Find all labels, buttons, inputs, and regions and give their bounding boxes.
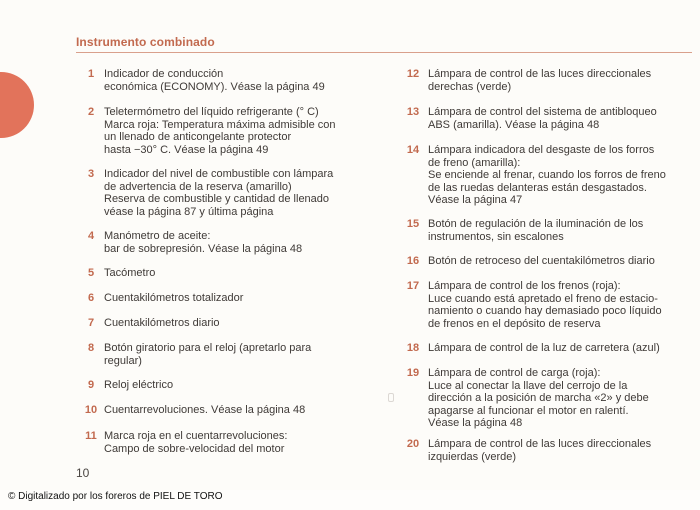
legend-item-text — [428, 255, 694, 268]
legend-item-text — [428, 438, 694, 463]
legend-item-line: bar de sobrepresión. Véase la página 48 — [104, 242, 303, 255]
legend-item-text — [104, 317, 378, 330]
legend-item-line: Teletermómetro del líquido refrigerante (° C) — [104, 106, 319, 118]
legend-item-4 — [78, 230, 378, 255]
legend-item-7 — [78, 317, 378, 330]
legend-item-17 — [398, 280, 694, 330]
legend-item-line: Luce al conectar la llave del cerrojo de la — [428, 379, 628, 392]
legend-item-text — [428, 280, 694, 330]
legend-item-line: dirección a la posición de marcha «2» y debe — [428, 392, 649, 404]
legend-item-line: Indicador del nivel de combustible con lámpara — [104, 168, 334, 180]
legend-item-line: Botón giratorio para el reloj (apretarlo para — [104, 342, 312, 354]
footer-credit: © Digitalizado por los foreros de PIEL DE TORO — [8, 491, 223, 502]
legend-item-15 — [398, 218, 694, 243]
legend-item-line: de las ruedas delanteras están desgastados. — [428, 181, 647, 194]
legend-item-text — [104, 106, 378, 156]
legend-item-line: Cuentarrevoluciones. Véase la página 48 — [104, 404, 306, 416]
legend-item-line: Lámpara de control de los frenos (roja): — [428, 280, 621, 292]
legend-item-line: Indicador de conducción — [104, 68, 224, 80]
legend-item-13 — [398, 106, 694, 131]
legend-item-3 — [78, 168, 378, 218]
legend-item-line: véase la página 87 y última página — [104, 205, 274, 218]
legend-item-line: izquierdas (verde) — [428, 450, 517, 463]
legend-item-text — [428, 68, 694, 93]
legend-item-line: Luce cuando está apretado el freno de estacio- — [428, 292, 658, 305]
legend-item-line: instrumentos, sin escalones — [428, 230, 564, 243]
page-number: 10 — [76, 466, 90, 480]
legend-item-line: Botón de regulación de la iluminación de los — [428, 218, 644, 230]
legend-item-line: Marca roja: Temperatura máxima admisible con — [104, 118, 336, 131]
legend-item-line: Reloj eléctrico — [104, 379, 174, 391]
legend-item-line: de frenos en el depósito de reserva — [428, 317, 601, 330]
legend-item-line: ABS (amarilla). Véase la página 48 — [428, 118, 600, 131]
legend-item-line: económica (ECONOMY). Véase la página 49 — [104, 80, 325, 93]
legend-item-number: 13 — [406, 106, 420, 118]
legend-item-16 — [398, 255, 694, 268]
legend-item-18 — [398, 342, 694, 355]
legend-item-text — [104, 168, 378, 218]
legend-item-9 — [78, 379, 378, 392]
legend-item-line: apagarse al funcionar el motor en ralentí. — [428, 404, 629, 417]
legend-item-line: Marca roja en el cuentarrevoluciones: — [104, 430, 288, 442]
legend-item-number: 5 — [87, 267, 95, 279]
legend-item-line: Lámpara de control de las luces direccionales — [428, 438, 652, 450]
legend-item-number: 16 — [406, 255, 420, 267]
legend-item-text — [104, 292, 378, 305]
legend-item-number: 8 — [87, 342, 95, 354]
legend-item-number: 1 — [87, 68, 95, 80]
legend-item-number: 15 — [406, 218, 420, 230]
legend-item-line: Lámpara indicadora del desgaste de los forros — [428, 144, 655, 156]
legend-item-19 — [398, 367, 694, 430]
legend-item-number: 19 — [406, 367, 420, 379]
legend-item-text — [104, 230, 378, 255]
legend-item-number: 9 — [87, 379, 95, 391]
legend-item-text — [104, 342, 378, 367]
legend-item-number: 6 — [87, 292, 95, 304]
legend-item-number: 2 — [87, 106, 95, 118]
legend-item-text — [104, 430, 378, 455]
legend-item-line: hasta −30° C. Véase la página 49 — [104, 143, 269, 156]
legend-item-text — [428, 342, 694, 355]
legend-item-5 — [78, 267, 378, 280]
legend-item-number: 4 — [87, 230, 95, 242]
legend-item-number: 3 — [87, 168, 95, 180]
legend-item-number: 20 — [406, 438, 420, 450]
legend-item-line: Lámpara de control del sistema de antibloqueo — [428, 106, 657, 118]
legend-item-text — [104, 379, 378, 392]
legend-item-1 — [78, 68, 378, 93]
legend-item-text — [104, 404, 378, 417]
legend-item-line: de freno (amarilla): — [428, 156, 521, 169]
legend-item-line: un llenado de anticongelante protector — [104, 131, 292, 143]
legend-item-number: 12 — [406, 68, 420, 80]
legend-item-line: Cuentakilómetros totalizador — [104, 292, 244, 304]
legend-item-line: Lámpara de control de carga (roja): — [428, 367, 601, 379]
legend-item-line: Cuentakilómetros diario — [104, 317, 220, 329]
legend-item-line: Botón de retroceso del cuentakilómetros diario — [428, 255, 655, 267]
legend-item-11 — [78, 430, 378, 455]
legend-item-text — [428, 367, 694, 430]
scan-speck — [388, 393, 394, 402]
legend-item-line: Se enciende al frenar, cuando los forros de freno — [428, 169, 666, 181]
title-rule — [76, 52, 692, 53]
legend-item-line: Reserva de combustible y cantidad de llenado — [104, 193, 330, 205]
legend-item-20 — [398, 438, 694, 463]
legend-item-text — [428, 144, 694, 207]
legend-item-6 — [78, 292, 378, 305]
legend-item-10 — [78, 404, 378, 417]
legend-item-text — [428, 218, 694, 243]
legend-item-12 — [398, 68, 694, 93]
legend-item-line: regular) — [104, 354, 142, 367]
legend-item-line: Véase la página 48 — [428, 417, 523, 429]
legend-item-14 — [398, 144, 694, 207]
legend-item-line: Lámpara de control de la luz de carretera (azul) — [428, 342, 660, 354]
legend-item-line: Campo de sobre-velocidad del motor — [104, 442, 285, 455]
section-title: Instrumento combinado — [76, 35, 215, 49]
legend-item-2 — [78, 106, 378, 156]
legend-item-number: 18 — [406, 342, 420, 354]
legend-item-text — [428, 106, 694, 131]
legend-item-line: Manómetro de aceite: — [104, 230, 211, 242]
legend-item-line: derechas (verde) — [428, 80, 512, 93]
legend-item-number: 10 — [84, 404, 98, 416]
legend-item-number: 14 — [406, 144, 420, 156]
legend-item-number: 7 — [87, 317, 95, 329]
legend-item-line: Lámpara de control de las luces direccionales — [428, 68, 652, 80]
legend-item-line: de advertencia de la reserva (amarillo) — [104, 180, 292, 193]
legend-item-number: 17 — [406, 280, 420, 292]
legend-item-text — [104, 68, 378, 93]
legend-item-text — [104, 267, 378, 280]
legend-item-line: Tacómetro — [104, 267, 156, 279]
legend-item-line: namiento o cuando hay demasiado poco líquido — [428, 305, 662, 317]
legend-item-number: 11 — [85, 430, 97, 442]
legend-item-8 — [78, 342, 378, 367]
legend-item-line: Véase la página 47 — [428, 194, 523, 206]
